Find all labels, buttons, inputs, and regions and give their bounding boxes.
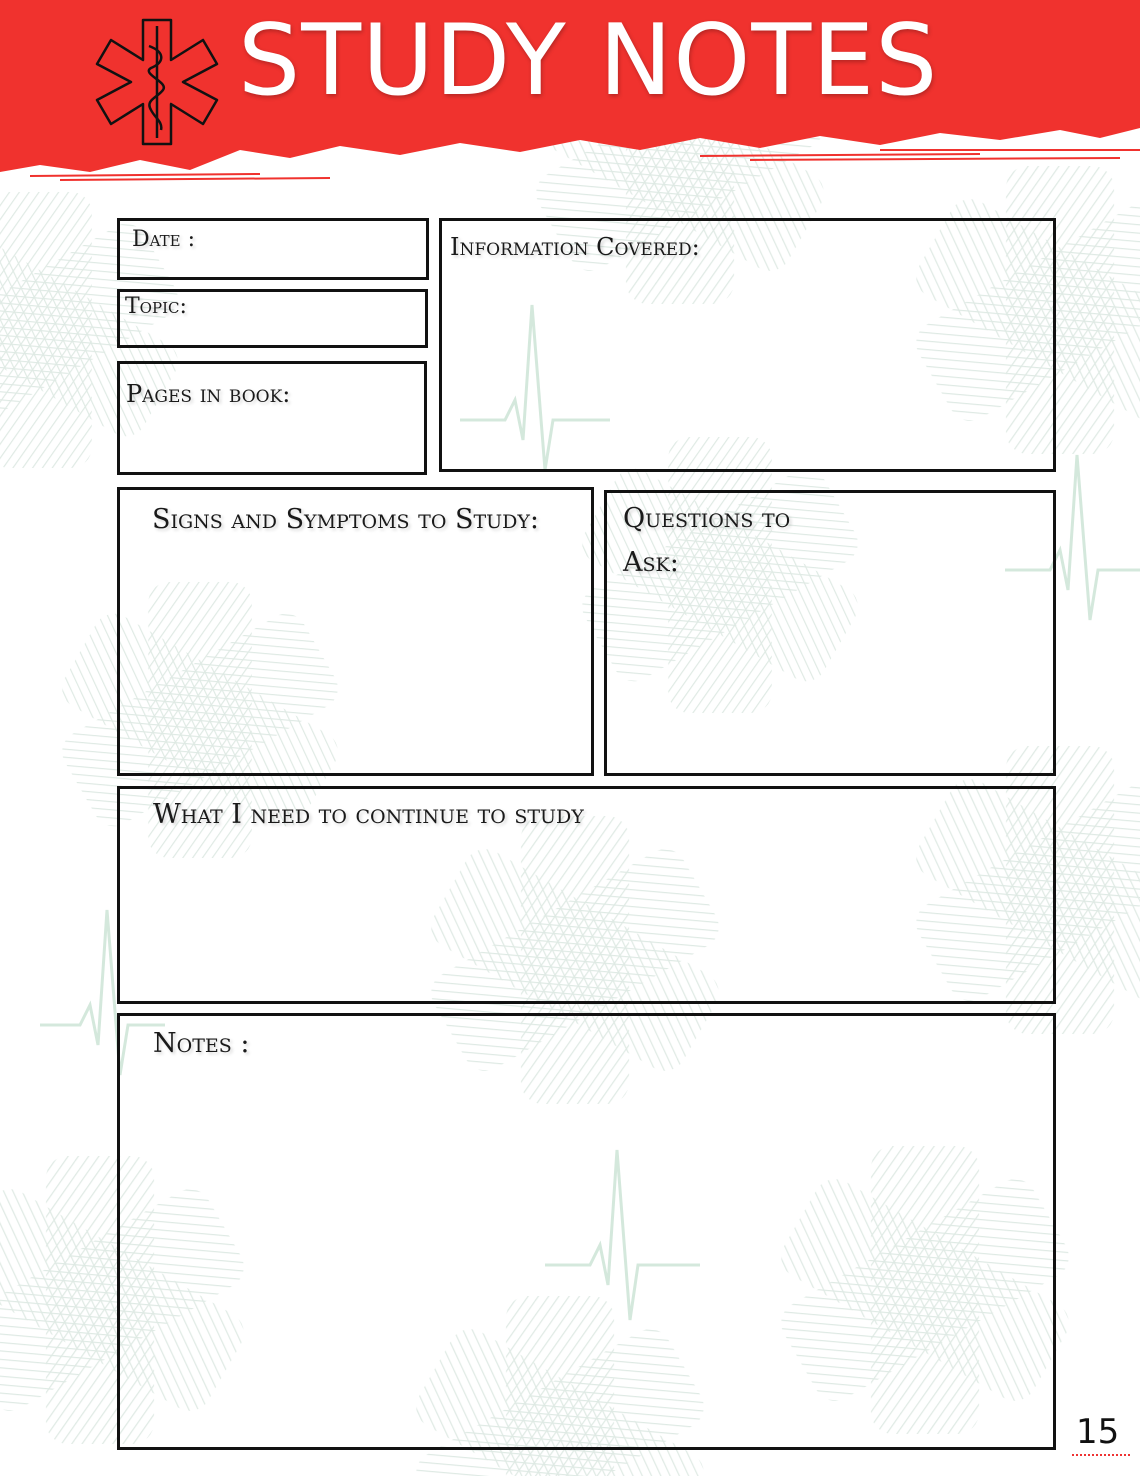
page-title: STUDY NOTES <box>238 4 939 118</box>
information-covered-label: Information Covered: <box>450 233 700 261</box>
information-covered-box[interactable] <box>439 218 1056 472</box>
header-banner <box>0 0 1140 185</box>
questions-label-line2: Ask: <box>623 547 679 578</box>
questions-to-ask-box[interactable] <box>604 490 1056 776</box>
page-number-underline <box>1072 1454 1130 1456</box>
date-box[interactable] <box>117 218 429 280</box>
continue-to-study-label: What I need to continue to study <box>153 799 584 830</box>
continue-to-study-box[interactable] <box>117 786 1056 1004</box>
pages-in-book-box[interactable] <box>117 361 427 475</box>
date-label: Date : <box>132 227 196 252</box>
signs-symptoms-box[interactable] <box>117 487 594 776</box>
topic-label: Topic: <box>125 294 187 319</box>
signs-symptoms-label: Signs and Symptoms to Study: <box>152 504 540 535</box>
notes-label: Notes : <box>153 1028 250 1059</box>
questions-label-line1: Questions to <box>623 503 791 534</box>
star-of-life-icon <box>87 12 227 152</box>
topic-box[interactable] <box>117 289 428 348</box>
page-number: 15 <box>1076 1412 1120 1452</box>
pages-in-book-label: Pages in book: <box>126 380 291 408</box>
notes-box[interactable] <box>117 1013 1056 1450</box>
